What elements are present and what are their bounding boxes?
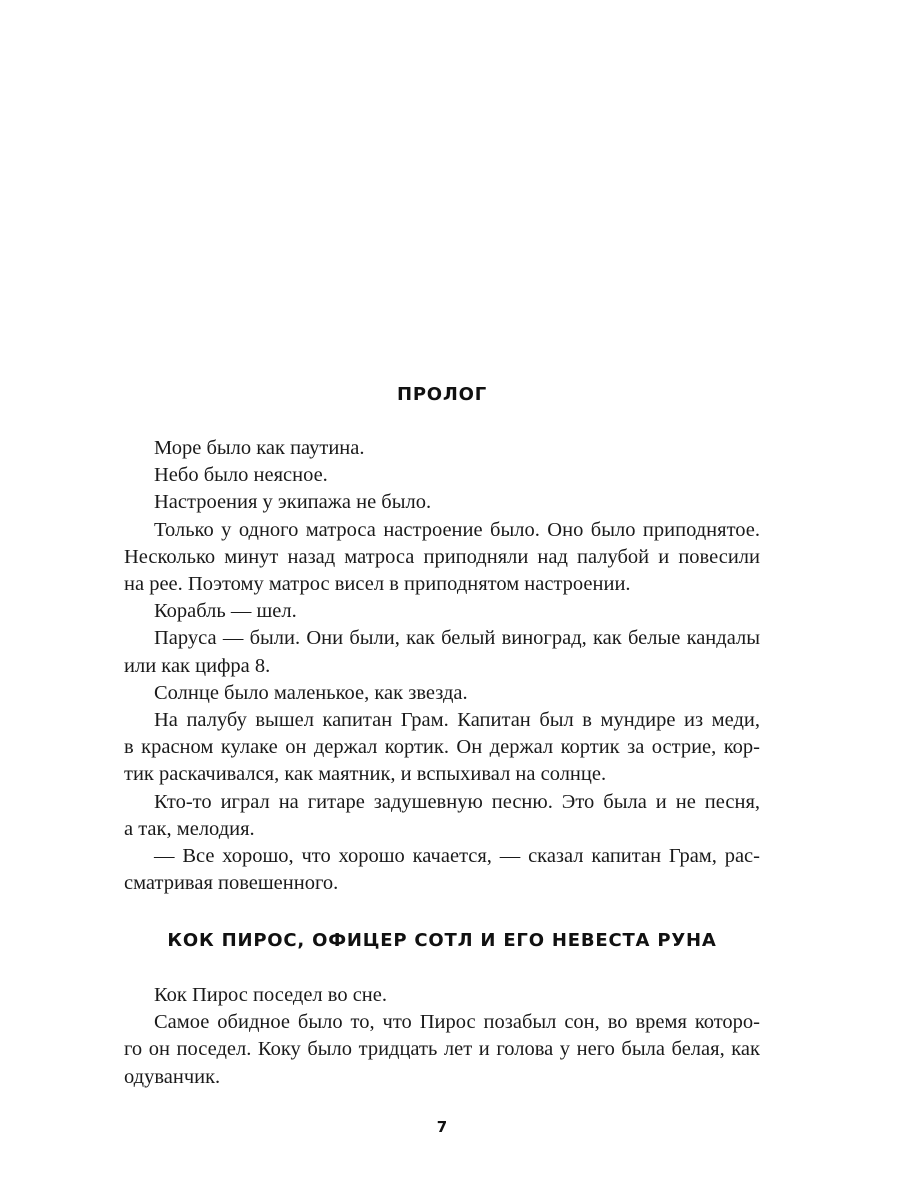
paragraph — [124, 462, 760, 489]
text-line: а так, мелодия. — [124, 817, 255, 840]
text-line: тик раскачивался, как маятник, и вспыхивал на солнце. — [124, 763, 607, 786]
text-line: Несколько минут назад матроса приподняли над палубой и повесили — [124, 545, 760, 568]
text-line: На палубу вышел капитан Грам. Капитан был в мундире из меди, — [154, 709, 760, 732]
chapter-heading: КОК ПИРОС, ОФИЦЕР СОТЛ И ЕГО НЕВЕСТА РУНА — [167, 930, 717, 951]
paragraph — [124, 680, 760, 707]
text-line: в красном кулаке он держал кортик. Он держал кортик за острие, кор- — [124, 736, 760, 759]
text-line: Корабль — шел. — [154, 600, 297, 623]
paragraph — [124, 789, 760, 843]
paragraph — [124, 843, 760, 897]
text-line: Солнце было маленькое, как звезда. — [154, 681, 468, 704]
text-line: Самое обидное было то, что Пирос позабыл сон, во время которо- — [154, 1011, 760, 1034]
text-line: Кто-то играл на гитаре задушевную песню. Это была и не песня, — [154, 790, 760, 813]
text-line: — Все хорошо, что хорошо качается, — сказал капитан Грам, рас- — [154, 845, 760, 868]
text-line: на рее. Поэтому матрос висел в приподнятом настроении. — [124, 573, 631, 596]
text-line: Только у одного матроса настроение было. Оно было приподнятое. — [154, 518, 760, 541]
page-number: 7 — [436, 1118, 448, 1136]
text-line: го он поседел. Коку было тридцать лет и голова у него была белая, как — [124, 1038, 760, 1061]
paragraph — [124, 435, 760, 462]
text-line: или как цифра 8. — [124, 654, 271, 677]
chapter-text — [124, 982, 760, 1091]
paragraph — [124, 517, 760, 599]
book-page — [124, 0, 760, 1200]
paragraph — [124, 625, 760, 679]
paragraph — [124, 489, 760, 516]
prologue-text — [124, 435, 760, 897]
paragraph — [124, 982, 760, 1009]
text-line: Небо было неясное. — [154, 464, 328, 487]
text-line: Море было как паутина. — [154, 437, 365, 459]
text-line: сматривая повешенного. — [124, 872, 339, 895]
paragraph — [124, 1009, 760, 1091]
text-line: одуванчик. — [124, 1065, 221, 1088]
paragraph — [124, 707, 760, 789]
text-line: Кок Пирос поседел во сне. — [154, 984, 387, 1006]
paragraph — [124, 598, 760, 625]
text-line: Настроения у экипажа не было. — [154, 491, 432, 514]
text-line: Паруса — были. Они были, как белый виноград, как белые кандалы — [154, 627, 760, 650]
prologue-heading: ПРОЛОГ — [396, 384, 488, 405]
